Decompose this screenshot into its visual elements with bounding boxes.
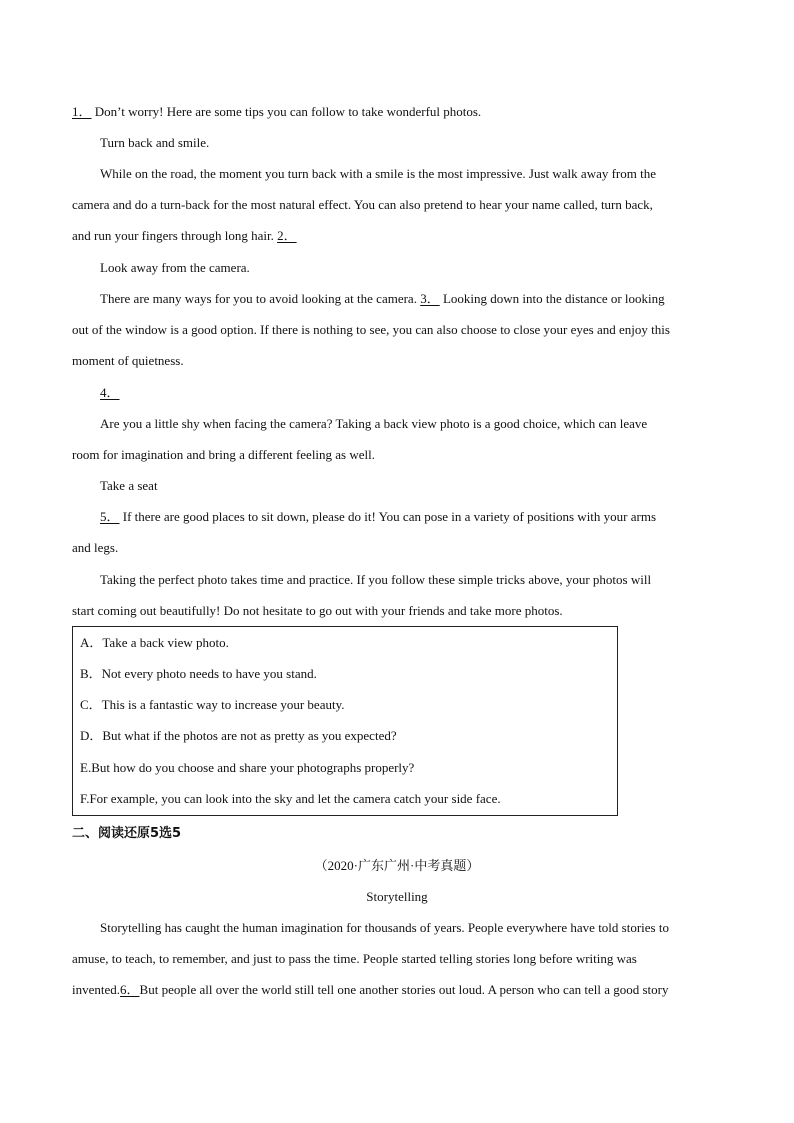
paragraph-text: While on the road, the moment you turn back with a smile is the most impressive. Just walk away from the <box>100 166 656 181</box>
paragraph-text: There are many ways for you to avoid looking at the camera. <box>100 291 421 306</box>
option-c[interactable]: C．This is a fantastic way to increase your beauty. <box>80 697 345 712</box>
paragraph-text: But people all over the world still tell one another stories out loud. A person who can tell a good story <box>139 982 669 997</box>
paragraph-text: and legs. <box>72 540 119 555</box>
paragraph-text: invented. <box>72 982 121 997</box>
paragraph-1 <box>72 104 481 120</box>
option-f[interactable]: F.For example, you can look into the sky and let the camera catch your side face. <box>80 791 501 806</box>
paragraph-text <box>72 228 297 244</box>
blank-3[interactable]: 3． <box>420 291 440 306</box>
option-a[interactable]: A．Take a back view photo. <box>80 635 229 650</box>
passage-title: Storytelling <box>366 889 428 904</box>
section-heading: 二、阅读还原5选5 <box>72 826 182 841</box>
paragraph-text: camera and do a turn-back for the most natural effect. You can also pretend to hear your name called, turn back, <box>72 197 653 212</box>
paragraph-text: Don’t worry! Here are some tips you can follow to take wonderful photos. <box>91 104 482 119</box>
options-box <box>72 626 618 816</box>
blank-5[interactable]: 5． <box>100 509 120 524</box>
option-b[interactable]: B．Not every photo needs to have you stand. <box>80 666 317 681</box>
tip-heading-blank <box>100 385 120 401</box>
blank-1[interactable]: 1． <box>72 104 92 119</box>
paragraph-text <box>72 982 668 998</box>
blank-4[interactable]: 4． <box>100 385 120 400</box>
tip-heading-look-away: Look away from the camera. <box>100 260 250 275</box>
paragraph-text <box>100 291 665 307</box>
option-d[interactable]: D．But what if the photos are not as pretty as you expected? <box>80 728 397 743</box>
tip-heading-take-seat: Take a seat <box>100 478 158 493</box>
paragraph-text: moment of quietness. <box>72 353 184 368</box>
option-e[interactable]: E.But how do you choose and share your photographs properly? <box>80 760 415 775</box>
blank-2[interactable]: 2． <box>277 228 297 243</box>
paragraph-text: If there are good places to sit down, please do it! You can pose in a variety of positions with your arms <box>119 509 657 524</box>
paragraph-text: room for imagination and bring a different feeling as well. <box>72 447 375 462</box>
source-note: （2020·广东广州·中考真题） <box>314 858 480 873</box>
tip-heading-turn-back: Turn back and smile. <box>100 135 210 150</box>
paragraph-text: and run your fingers through long hair. <box>72 228 278 243</box>
paragraph-text <box>100 509 656 525</box>
paragraph-text: amuse, to teach, to remember, and just to pass the time. People started telling stories long before writing was <box>72 951 637 966</box>
paragraph-text: out of the window is a good option. If there is nothing to see, you can also choose to close your eyes and enjoy this <box>72 322 670 337</box>
blank-6[interactable]: 6． <box>120 982 140 997</box>
paragraph-text: Are you a little shy when facing the camera? Taking a back view photo is a good choice, which can leave <box>100 416 648 431</box>
paragraph-text: Looking down into the distance or looking <box>439 291 665 306</box>
paragraph-text: start coming out beautifully! Do not hesitate to go out with your friends and take more photos. <box>72 603 563 618</box>
paragraph-text: Storytelling has caught the human imagination for thousands of years. People everywhere have told stories to <box>100 920 669 935</box>
paragraph-text: Taking the perfect photo takes time and practice. If you follow these simple tricks above, your photos will <box>100 572 652 587</box>
